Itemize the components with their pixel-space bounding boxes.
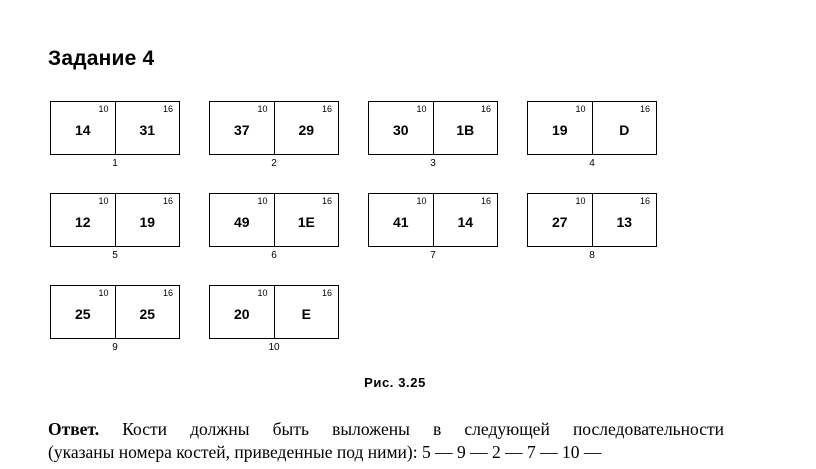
domino-value: 25 (139, 306, 156, 322)
domino-left-half (528, 194, 593, 246)
domino-3 (368, 101, 498, 155)
domino-value: E (301, 306, 311, 322)
base-label: 10 (257, 196, 268, 206)
base-label: 16 (480, 104, 491, 114)
domino-right-half (116, 286, 180, 338)
domino-7 (368, 193, 498, 247)
domino-right-half (275, 102, 339, 154)
base-label: 10 (257, 288, 268, 298)
base-label: 16 (162, 288, 173, 298)
base-label: 10 (98, 196, 109, 206)
domino-value: 37 (233, 122, 250, 138)
domino-value: D (619, 122, 630, 138)
base-label: 10 (575, 196, 586, 206)
domino-right-half (593, 194, 657, 246)
domino-left-half (369, 102, 434, 154)
domino-5 (50, 193, 180, 247)
domino-right-half (116, 102, 180, 154)
base-label: 10 (416, 196, 427, 206)
base-label: 16 (639, 104, 650, 114)
figure-caption: Рис. 3.25 (364, 375, 426, 390)
domino-value: 19 (551, 122, 568, 138)
domino-left-half (51, 102, 116, 154)
domino-value: 49 (233, 214, 250, 230)
domino-right-half (116, 194, 180, 246)
domino-value: 14 (457, 214, 474, 230)
domino-value: 20 (233, 306, 250, 322)
domino-right-half (434, 194, 498, 246)
domino-left-half (528, 102, 593, 154)
domino-right-half (593, 102, 657, 154)
domino-value: 1E (297, 214, 315, 230)
base-label: 10 (575, 104, 586, 114)
domino-left-half (210, 102, 275, 154)
base-label: 16 (162, 196, 173, 206)
answer-line-1 (48, 418, 724, 441)
domino-number: 6 (271, 250, 277, 261)
domino-value: 29 (298, 122, 315, 138)
domino-number: 1 (112, 158, 118, 169)
base-label: 16 (321, 104, 332, 114)
domino-value: 14 (74, 122, 91, 138)
domino-number: 7 (430, 250, 436, 261)
domino-8 (527, 193, 657, 247)
domino-number: 9 (112, 342, 118, 353)
domino-number: 5 (112, 250, 118, 261)
domino-value: 12 (74, 214, 91, 230)
domino-number: 3 (430, 158, 436, 169)
domino-1 (50, 101, 180, 155)
domino-value: 30 (392, 122, 409, 138)
domino-number: 2 (271, 158, 277, 169)
task-title: Задание 4 (48, 47, 155, 70)
answer-line-1-text: Кости должны быть выложены в следующей последовательности (122, 419, 724, 439)
domino-right-half (275, 286, 339, 338)
domino-number: 8 (589, 250, 595, 261)
domino-left-half (51, 286, 116, 338)
domino-number: 10 (268, 342, 280, 353)
domino-value: 41 (392, 214, 409, 230)
domino-value: 1B (456, 122, 475, 138)
base-label: 16 (639, 196, 650, 206)
base-label: 16 (321, 196, 332, 206)
domino-value: 31 (139, 122, 156, 138)
domino-6 (209, 193, 339, 247)
answer-label: Ответ. (48, 419, 100, 439)
base-label: 10 (98, 288, 109, 298)
domino-left-half (210, 194, 275, 246)
domino-right-half (434, 102, 498, 154)
base-label: 16 (480, 196, 491, 206)
answer-line-2: (указаны номера костей, приведенные под ними): 5 — 9 — 2 — 7 — 10 — (48, 442, 602, 462)
domino-number: 4 (589, 158, 595, 169)
domino-4 (527, 101, 657, 155)
domino-value: 25 (74, 306, 91, 322)
domino-right-half (275, 194, 339, 246)
domino-value: 19 (139, 214, 156, 230)
domino-10 (209, 285, 339, 339)
domino-2 (209, 101, 339, 155)
domino-left-half (369, 194, 434, 246)
base-label: 10 (257, 104, 268, 114)
domino-left-half (210, 286, 275, 338)
domino-value: 13 (616, 214, 633, 230)
domino-9 (50, 285, 180, 339)
answer-text (48, 418, 724, 464)
base-label: 10 (416, 104, 427, 114)
domino-left-half (51, 194, 116, 246)
domino-value: 27 (551, 214, 568, 230)
base-label: 10 (98, 104, 109, 114)
base-label: 16 (162, 104, 173, 114)
base-label: 16 (321, 288, 332, 298)
